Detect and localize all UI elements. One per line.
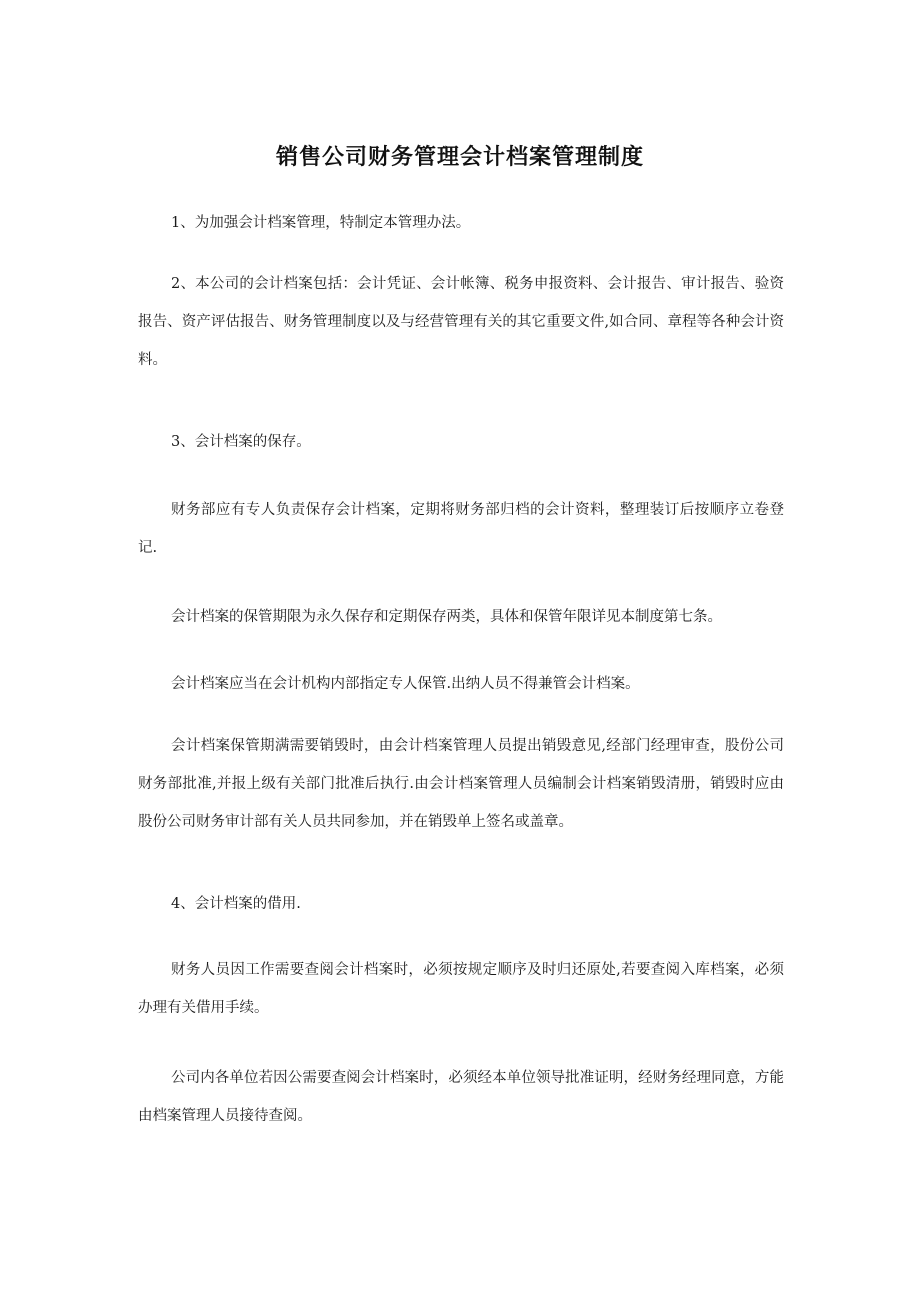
paragraph-3-heading-storage: 3、会计档案的保存。 (171, 434, 311, 450)
paragraph-1-purpose: 1、为加强会计档案管理，特制定本管理办法。 (171, 215, 471, 231)
paragraph-destruction: 会计档案保管期满需要销毁时，由会计档案管理人员提出销毁意见,经部门经理审查，股份公司财务部批准,并报上级有关部门批准后执行.由会计档案管理人员编制会计档案销毁清册，销毁时应由股份公司财务审计部有关人员共同参加，并在销毁单上签名或盖章。 (138, 738, 784, 830)
paragraph-retention-period: 会计档案的保管期限为永久保存和定期保存两类，具体和保管年限详见本制度第七条。 (171, 609, 722, 625)
paragraph-custody: 会计档案应当在会计机构内部指定专人保管.出纳人员不得兼管会计档案。 (171, 676, 640, 692)
paragraph-unit-borrowing: 公司内各单位若因公需要查阅会计档案时，必须经本单位领导批准证明，经财务经理同意，方能由档案管理人员接待查阅。 (138, 1070, 784, 1124)
paragraph-2-archive-scope: 2、本公司的会计档案包括：会计凭证、会计帐簿、税务申报资料、会计报告、审计报告、验资报告、资产评估报告、财务管理制度以及与经营管理有关的其它重要文件,如合同、章程等各种会计资料。 (138, 276, 784, 368)
paragraph-4-heading-borrowing: 4、会计档案的借用. (171, 896, 301, 912)
paragraph-storage-responsibility: 财务部应有专人负责保存会计档案，定期将财务部归档的会计资料，整理装订后按顺序立卷登记. (138, 502, 784, 556)
document-title: 销售公司财务管理会计档案管理制度 (275, 145, 644, 170)
paragraph-staff-borrowing: 财务人员因工作需要查阅会计档案时，必须按规定顺序及时归还原处,若要查阅入库档案，必须办理有关借用手续。 (138, 962, 784, 1016)
